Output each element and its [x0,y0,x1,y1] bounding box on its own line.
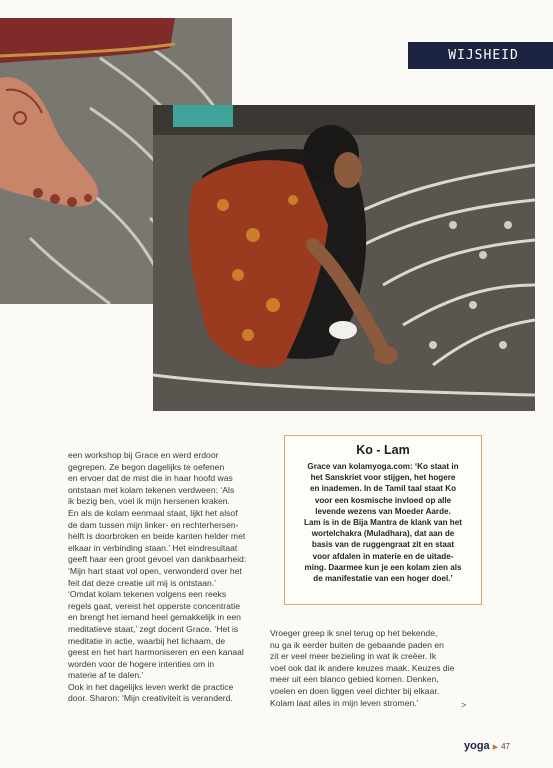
text-line: regels gaat, vereist het opperste concentratie [68,600,240,611]
text-line: Vroeger greep ik snel terug op het bekende, [270,628,438,638]
text-line: voel ook dat ik andere keuzes maak. Keuzes die [270,662,455,673]
text-line: elkaar in verbinding staan.’ Het eindresultaat [68,542,238,553]
text-line: Kolam laat alles in mijn leven stromen.’ [270,697,419,708]
text-line: materie af te dalen.’ [68,670,144,681]
text-line: ‘Omdat kolam tekenen volgens een reeks [68,589,227,600]
text-line: en ervoer dat de mist die in haar hoofd was [68,473,233,484]
text-line: zit er veel meer bezieling in wat ik creëer. Ik [270,651,437,662]
continue-arrow-icon: > [461,700,467,710]
sidebar-line: levende wezens van Moeder Aarde. [315,506,451,516]
text-line: de dam tussen mijn linker- en rechterhersen- [68,519,239,530]
text-line: geest en het hart harmoniseren en een kanaal [68,647,244,658]
article-column-left [68,450,276,705]
text-line: ik bezig ben, voel ik mijn hersenen kraken. [68,496,230,507]
text-line: En als de kolam eenmaal staat, lijkt het alsof [68,507,238,518]
text-line: feit dat deze creatie uit mij is ontstaan.’ [68,577,217,588]
text-line: meditatieve staat,’ zegt docent Grace. ‘Het is [68,623,239,634]
text-line: nu ga ik eerder buiten de gebaande paden en [270,639,444,650]
page-footer [464,740,510,752]
text-line: Ook in het dagelijks leven werkt de practice [68,681,234,692]
sidebar-line: Lam is in de Bija Mantra de klank van het [304,518,462,528]
triangle-arrow-icon: ▶ [492,744,499,751]
sidebar-line: de manifestatie van een hoger doel.’ [313,574,453,584]
text-line: een workshop bij Grace en werd erdoor [68,450,219,460]
sidebar-line: ming. Daarmee kun je een kolam zien als [304,562,462,572]
text-line: ‘Mijn hart staat vol open, verwonderd over het [68,565,242,576]
text-line: helft is doorbroken en beide kanten helder met [68,531,246,542]
magazine-name: yoga [464,740,490,752]
sidebar-line: het Sanskriet voor stijgen, het hogere [310,473,456,483]
sidebar-line: voor afdalen in materie en de uitade- [312,551,454,561]
sidebar-line: voor een kosmische invloed op alle [314,495,452,505]
sidebar-line: basis van de ruggengraat zit en staat [311,540,455,550]
text-line: worden voor de hogere intenties om in [68,658,215,669]
ko-lam-sidebar-box [284,435,482,605]
sidebar-line: wortelchakra (Muladhara), dat aan de [311,529,455,539]
text-line: gegrepen. Ze begon dagelijks te oefenen [68,461,225,472]
sidebar-title: Ko - Lam [356,443,410,457]
text-line: door. Sharon: ‘Mijn creativiteit is veranderd. [68,693,233,704]
text-line: geeft haar een groot gevoel van dankbaarheid: [68,554,247,565]
sidebar-line: Grace van kolamyoga.com: ‘Ko staat in [307,462,459,471]
text-line: meer uit een blanco gebied komen. Denken, [270,674,439,685]
section-tag: WIJSHEID [408,42,553,69]
text-line: meditatie in actie, waarbij het lichaam, de [68,635,226,646]
text-line: en brengt het iemand heel gemakkelijk in een [68,612,241,623]
kolam-drawing-photo [153,105,535,411]
text-line: ontstaan met kolam tekenen verdween: ‘Als [68,484,235,495]
sidebar-line: en inademen. In de Tamil taal staat Ko [309,484,457,494]
article-column-right [270,628,475,709]
page-number: 47 [501,742,510,751]
text-line: voelen en doen liggen veel dichter bij elkaar. [270,685,440,696]
